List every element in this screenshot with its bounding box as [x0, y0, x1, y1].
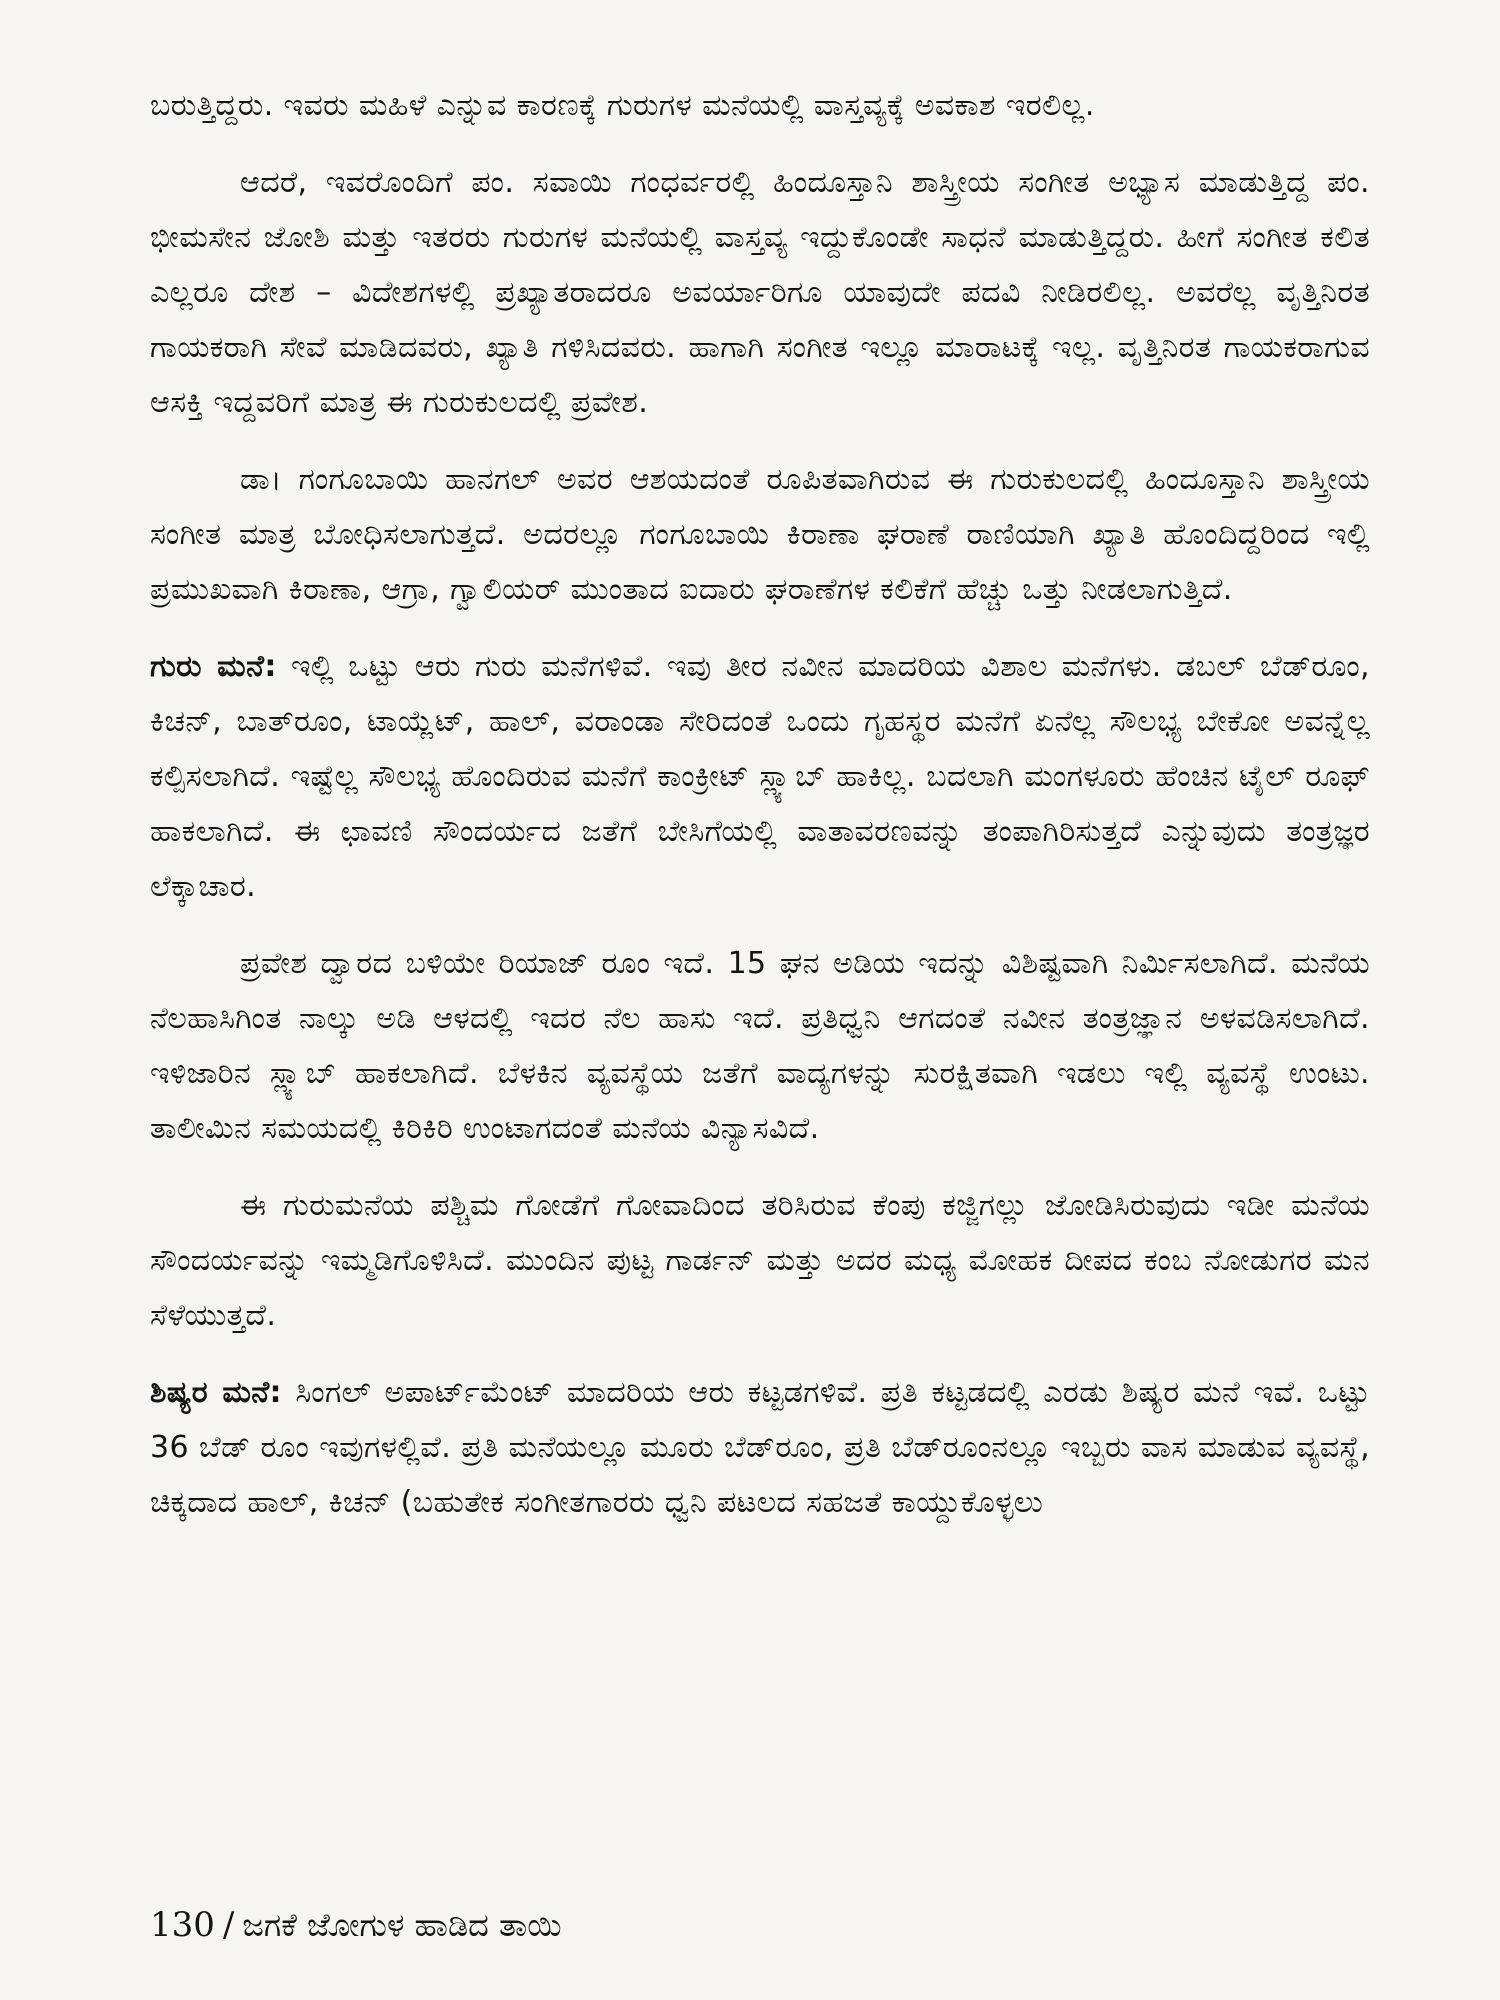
paragraph-sawai-gandharva	[150, 155, 1370, 430]
paragraph-text: ಇಲ್ಲಿ ಒಟ್ಟು ಆರು ಗುರು ಮನೆಗಳಿವೆ. ಇವು ತೀರ ನವೀನ ಮಾದರಿಯ ವಿಶಾಲ ಮನೆಗಳು. ಡಬಲ್ ಬೆಡ್‌ರೂಂ, ಕಿಚನ್, ಬಾತ್‌ರೂಂ, ಟಾಯ್ಲೆಟ್, ಹಾಲ್, ವರಾಂಡಾ ಸೇರಿದಂತೆ ಒಂದು ಗೃಹಸ್ಥರ ಮನೆಗೆ ಏನೆಲ್ಲ ಸೌಲಭ್ಯ ಬೇಕೋ ಅವನ್ನೆಲ್ಲ ಕಲ್ಪಿಸಲಾಗಿದೆ. ಇಷ್ಟೆಲ್ಲ ಸೌಲಭ್ಯ ಹೊಂದಿರುವ ಮನೆಗೆ ಕಾಂಕ್ರೀಟ್ ಸ್ಲ್ಯಾಬ್ ಹಾಕಿಲ್ಲ. ಬದಲಾಗಿ ಮಂಗಳೂರು ಹೆಂಚಿನ ಟೈಲ್ ರೂಫ್ ಹಾಕಲಾಗಿದೆ. ಈ ಛಾವಣಿ ಸೌಂದರ್ಯದ ಜತೆಗೆ ಬೇಸಿಗೆಯಲ್ಲಿ ವಾತಾವರಣವನ್ನು ತಂಪಾಗಿರಿಸುತ್ತದೆ ಎನ್ನುವುದು ತಂತ್ರಜ್ಞರ ಲೆಕ್ಕಾಚಾರ.	[150, 649, 1370, 904]
section-lead-guru-mane: ಗುರು ಮನೆ:	[150, 649, 277, 684]
paragraph-text: ಸಿಂಗಲ್ ಅಪಾರ್ಟ್‌ಮೆಂಟ್ ಮಾದರಿಯ ಆರು ಕಟ್ಟಡಗಳಿವೆ. ಪ್ರತಿ ಕಟ್ಟಡದಲ್ಲಿ ಎರಡು ಶಿಷ್ಯರ ಮನೆ ಇವೆ. ಒಟ್ಟು 36 ಬೆಡ್ ರೂಂ ಇವುಗಳಲ್ಲಿವೆ. ಪ್ರತಿ ಮನೆಯಲ್ಲೂ ಮೂರು ಬೆಡ್‌ರೂಂ, ಪ್ರತಿ ಬೆಡ್‌ರೂಂನಲ್ಲೂ ಇಬ್ಬರು ವಾಸ ಮಾಡುವ ವ್ಯವಸ್ಥೆ, ಚಿಕ್ಕದಾದ ಹಾಲ್, ಕಿಚನ್ (ಬಹುತೇಕ ಸಂಗೀತಗಾರರು ಧ್ವನಿ ಪಟಲದ ಸಹಜತೆ ಕಾಯ್ದುಕೊಳ್ಳಲು	[150, 1375, 1370, 1520]
paragraph-shishya-mane	[150, 1365, 1370, 1530]
paragraph-continuation	[150, 78, 1370, 133]
paragraph-text: ಆದರೆ, ಇವರೊಂದಿಗೆ ಪಂ. ಸವಾಯಿ ಗಂಧರ್ವರಲ್ಲಿ ಹಿಂದೂಸ್ತಾನಿ ಶಾಸ್ತ್ರೀಯ ಸಂಗೀತ ಅಭ್ಯಾಸ ಮಾಡುತ್ತಿದ್ದ ಪಂ. ಭೀಮಸೇನ ಜೋಶಿ ಮತ್ತು ಇತರರು ಗುರುಗಳ ಮನೆಯಲ್ಲಿ ವಾಸ್ತವ್ಯ ಇದ್ದುಕೊಂಡೇ ಸಾಧನೆ ಮಾಡುತ್ತಿದ್ದರು. ಹೀಗೆ ಸಂಗೀತ ಕಲಿತ ಎಲ್ಲರೂ ದೇಶ – ವಿದೇಶಗಳಲ್ಲಿ ಪ್ರಖ್ಯಾತರಾದರೂ ಅವರ್ಯಾರಿಗೂ ಯಾವುದೇ ಪದವಿ ನೀಡಿರಲಿಲ್ಲ. ಅವರೆಲ್ಲ ವೃತ್ತಿನಿರತ ಗಾಯಕರಾಗಿ ಸೇವೆ ಮಾಡಿದವರು, ಖ್ಯಾತಿ ಗಳಿಸಿದವರು. ಹಾಗಾಗಿ ಸಂಗೀತ ಇಲ್ಲೂ ಮಾರಾಟಕ್ಕೆ ಇಲ್ಲ. ವೃತ್ತಿನಿರತ ಗಾಯಕರಾಗುವ ಆಸಕ್ತಿ ಇದ್ದವರಿಗೆ ಮಾತ್ರ ಈ ಗುರುಕುಲದಲ್ಲಿ ಪ್ರವೇಶ.	[150, 165, 1370, 420]
section-lead-shishya-mane: ಶಿಷ್ಯರ ಮನೆ:	[150, 1375, 282, 1410]
footer-separator: /	[222, 1905, 235, 1945]
paragraph-text: ಡಾ। ಗಂಗೂಬಾಯಿ ಹಾನಗಲ್ ಅವರ ಆಶಯದಂತೆ ರೂಪಿತವಾಗಿರುವ ಈ ಗುರುಕುಲದಲ್ಲಿ ಹಿಂದೂಸ್ತಾನಿ ಶಾಸ್ತ್ರೀಯ ಸಂಗೀತ ಮಾತ್ರ ಬೋಧಿಸಲಾಗುತ್ತದೆ. ಅದರಲ್ಲೂ ಗಂಗೂಬಾಯಿ ಕಿರಾಣಾ ಘರಾಣೆ ರಾಣಿಯಾಗಿ ಖ್ಯಾತಿ ಹೊಂದಿದ್ದರಿಂದ ಇಲ್ಲಿ ಪ್ರಮುಖವಾಗಿ ಕಿರಾಣಾ, ಆಗ್ರಾ, ಗ್ವಾಲಿಯರ್ ಮುಂತಾದ ಐದಾರು ಘರಾಣೆಗಳ ಕಲಿಕೆಗೆ ಹೆಚ್ಚು ಒತ್ತು ನೀಡಲಾಗುತ್ತಿದೆ.	[150, 462, 1370, 607]
paragraph-text: ಬರುತ್ತಿದ್ದರು. ಇವರು ಮಹಿಳೆ ಎನ್ನುವ ಕಾರಣಕ್ಕೆ ಗುರುಗಳ ಮನೆಯಲ್ಲಿ ವಾಸ್ತವ್ಯಕ್ಕೆ ಅವಕಾಶ ಇರಲಿಲ್ಲ.	[150, 88, 1095, 123]
book-title: ಜಗಕೆ ಜೋಗುಳ ಹಾಡಿದ ತಾಯಿ	[242, 1906, 562, 1944]
paragraph-west-wall	[150, 1178, 1370, 1343]
paragraph-text: ಪ್ರವೇಶ ದ್ವಾರದ ಬಳಿಯೇ ರಿಯಾಜ್ ರೂಂ ಇದೆ. 15 ಘನ ಅಡಿಯ ಇದನ್ನು ವಿಶಿಷ್ಟವಾಗಿ ನಿರ್ಮಿಸಲಾಗಿದೆ. ಮನೆಯ ನೆಲಹಾಸಿಗಿಂತ ನಾಲ್ಕು ಅಡಿ ಆಳದಲ್ಲಿ ಇದರ ನೆಲ ಹಾಸು ಇದೆ. ಪ್ರತಿಧ್ವನಿ ಆಗದಂತೆ ನವೀನ ತಂತ್ರಜ್ಞಾನ ಅಳವಡಿಸಲಾಗಿದೆ. ಇಳಿಜಾರಿನ ಸ್ಲ್ಯಾಬ್ ಹಾಕಲಾಗಿದೆ. ಬೆಳಕಿನ ವ್ಯವಸ್ಥೆಯ ಜತೆಗೆ ವಾದ್ಯಗಳನ್ನು ಸುರಕ್ಷಿತವಾಗಿ ಇಡಲು ಇಲ್ಲಿ ವ್ಯವಸ್ಥೆ ಉಂಟು. ತಾಲೀಮಿನ ಸಮಯದಲ್ಲಿ ಕಿರಿಕಿರಿ ಉಂಟಾಗದಂತೆ ಮನೆಯ ವಿನ್ಯಾಸವಿದೆ.	[150, 946, 1370, 1146]
paragraph-riyaz-room	[150, 936, 1370, 1156]
paragraph-guru-mane	[150, 639, 1370, 914]
page-footer	[150, 1905, 562, 1945]
paragraph-text: ಈ ಗುರುಮನೆಯ ಪಶ್ಚಿಮ ಗೋಡೆಗೆ ಗೋವಾದಿಂದ ತರಿಸಿರುವ ಕೆಂಪು ಕಜ್ಜಿಗಲ್ಲು ಜೋಡಿಸಿರುವುದು ಇಡೀ ಮನೆಯ ಸೌಂದರ್ಯವನ್ನು ಇಮ್ಮಡಿಗೊಳಿಸಿದೆ. ಮುಂದಿನ ಪುಟ್ಟ ಗಾರ್ಡನ್ ಮತ್ತು ಅದರ ಮಧ್ಯ ಮೋಹಕ ದೀಪದ ಕಂಬ ನೋಡುಗರ ಮನ ಸೆಳೆಯುತ್ತದೆ.	[150, 1188, 1370, 1333]
page-number: 130	[150, 1905, 215, 1945]
paragraph-gurukula-intro	[150, 452, 1370, 617]
